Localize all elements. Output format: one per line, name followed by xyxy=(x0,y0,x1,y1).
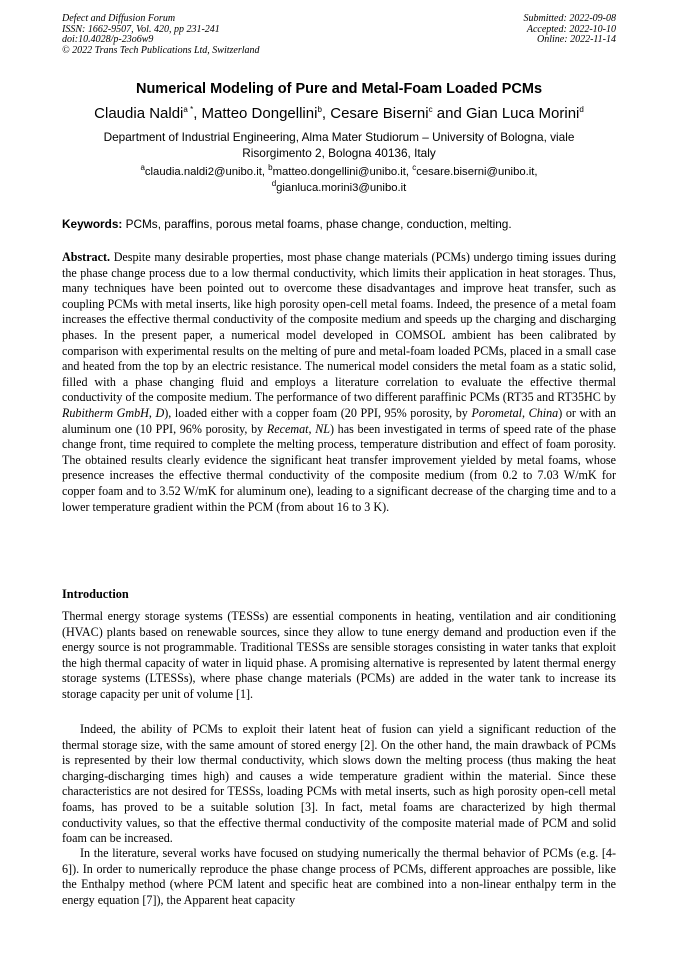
journal-issn: ISSN: 1662-9507, Vol. 420, pp 231-241 xyxy=(62,23,220,35)
author-separator: , xyxy=(193,105,202,122)
abstract xyxy=(62,250,616,515)
author-list xyxy=(30,104,648,123)
author-affil-mark: b xyxy=(317,105,322,114)
author-affil-mark: d xyxy=(579,105,584,114)
abstract-italic: NL xyxy=(315,421,330,436)
abstract-text: Despite many desirable properties, most phase change materials (PCMs) undergo timing issues during the phase change process due to a low thermal conductivity, which limits their application in heat storages. Thus, many techniques have been pointed out to overcome these disadvantages and improve heat transfer, such as coupling PCMs with metal inserts, like high porosity open-cell metal foams. Indeed, the presence of a metal foam increases the effective thermal conductivity of the composite medium and speeds up the charging and discharging phases. In the present paper, a numerical model developed in COMSOL ambient has been calibrated by comparison with experimental results on the melting of pure and metal-foam loaded PCMs, placed in a small case and heated from the top by an electric resistance. The numerical model considers the metal foam as a static solid, filled with a phase changing fluid and employs a literature correlation to evaluate the effective thermal conductivity of the composite medium. The performance of two different paraffinic PCMs (RT35 and RT35HC by xyxy=(62,250,616,405)
submitted-date: Submitted: 2022-09-08 xyxy=(523,13,616,24)
publication-dates xyxy=(524,14,617,46)
abstract-italic: D xyxy=(155,405,165,420)
intro-paragraph: Thermal energy storage systems (TESSs) are essential components in heating, ventilation and air conditioning (HVAC) plants based on renewable sources, since they allow to tune energy demand and production even if the energy source is not programmable. Traditional TESSs are sensible storages consisting in water tanks that exploit the high thermal capacity of water in liquid phase. A promising alternative is represented by latent thermal energy storage systems (LTESSs), where phase change materials (PCMs) are added in the water tank to increase its storage capacity per unit of volume [1]. xyxy=(62,609,616,701)
email-link[interactable]: cesare.biserni@unibo.it, xyxy=(416,166,538,178)
email-mark: c xyxy=(412,163,417,173)
email-link[interactable]: gianluca.morini3@unibo.it xyxy=(276,181,407,194)
abstract-text: , xyxy=(522,405,529,420)
paper-title: Numerical Modeling of Pure and Metal-Foam Loaded PCMs xyxy=(135,81,543,97)
accepted-date: Accepted: 2022-10-10 xyxy=(526,23,616,35)
abstract-label: Abstract. xyxy=(62,250,111,264)
author-separator: , xyxy=(321,105,331,122)
author-emails xyxy=(62,165,616,196)
intro-paragraph: Indeed, the ability of PCMs to exploit their latent heat of fusion can yield a significant reduction of the thermal storage size, with the same amount of stored energy [2]. On the other hand, the main drawback of PCMs is represented by their low thermal conductivity, which slows down the melting process (thus making the heat charging-discharging times high) and causes a wide temperature gradient within the material. Since these characteristics are not desired for TESSs, loading PCMs with metal inserts, such as high porosity open-cell metal foams, has proved to be a suitable solution [3]. In fact, metal foams are characterized by high thermal conductivity values, so that the effective thermal conductivity of the composite material made of PCM and solid foam can be increased. xyxy=(62,722,616,846)
affiliation-line: Department of Industrial Engineering, Alma Mater Studiorum – University of Bologna, viale xyxy=(103,130,575,144)
abstract-italic: China xyxy=(528,405,559,420)
journal-info xyxy=(62,14,260,56)
abstract-italic: Rubitherm GmbH xyxy=(62,405,149,420)
email-mark: d xyxy=(271,178,277,188)
abstract-text: , xyxy=(148,405,156,420)
abstract-text: , xyxy=(308,421,316,436)
intro-paragraph: In the literature, several works have focused on studying numerically the thermal behavior of PCMs (e.g. [4-6]). In order to numerically reproduce the phase change process of PCMs, different approaches are possible, like the Enthalpy method (where PCM latent and specific heat are combined into a non-linear enthalpy term in the energy equation [7]), the Apparent heat capacity xyxy=(62,846,616,907)
email-mark: b xyxy=(268,163,273,173)
keywords-label: Keywords: xyxy=(62,217,123,231)
abstract-italic: Recemat xyxy=(266,421,309,436)
affiliation xyxy=(62,129,616,161)
journal-doi[interactable]: doi:10.4028/p-23o6w9 xyxy=(62,34,154,45)
keywords-text: PCMs, paraffins, porous metal foams, phase change, conduction, melting. xyxy=(122,217,512,231)
author-name: Gian Luca Morini xyxy=(465,105,580,122)
journal-name: Defect and Diffusion Forum xyxy=(62,13,176,24)
online-date: Online: 2022-11-14 xyxy=(537,34,616,45)
abstract-italic: Porometal xyxy=(471,405,523,420)
journal-copyright: © 2022 Trans Tech Publications Ltd, Switzerland xyxy=(62,44,260,56)
abstract-text: ) has been investigated in terms of speed rate of the phase change front, time required to complete the melting process, temperature distribution and effect of foam porosity. The obtained results clearly evidence the significant heat transfer improvement yielded by metal foams, whose presence increases the effective thermal conductivity of the composite medium (from 0.2 to 7.03 W/mK for copper foam and to 3.52 W/mK for aluminum one), leading to a significant decrease of the charging time and to a lower temperature gradient within the PCM (from about 16 to 3 K). xyxy=(62,421,616,514)
abstract-text: ), loaded either with a copper foam (20 PPI, 95% porosity, by xyxy=(164,405,472,420)
email-mark: a xyxy=(140,163,145,173)
affiliation-line: Risorgimento 2, Bologna 40136, Italy xyxy=(242,146,436,160)
author-affil-mark: c xyxy=(428,105,433,114)
author-separator: and xyxy=(432,105,466,122)
author-name: Matteo Dongellini xyxy=(201,105,318,122)
email-link[interactable]: claudia.naldi2@unibo.it, xyxy=(144,166,269,178)
author-name: Claudia Naldi xyxy=(94,105,184,122)
author-affil-mark: a * xyxy=(183,105,194,114)
email-link[interactable]: matteo.dongellini@unibo.it, xyxy=(272,166,413,178)
abstract-text: ) or with an aluminum one (10 PPI, 96% porosity, by xyxy=(62,405,617,436)
keywords xyxy=(62,216,616,232)
author-name: Cesare Biserni xyxy=(330,105,429,122)
section-heading-introduction: Introduction xyxy=(62,587,129,601)
